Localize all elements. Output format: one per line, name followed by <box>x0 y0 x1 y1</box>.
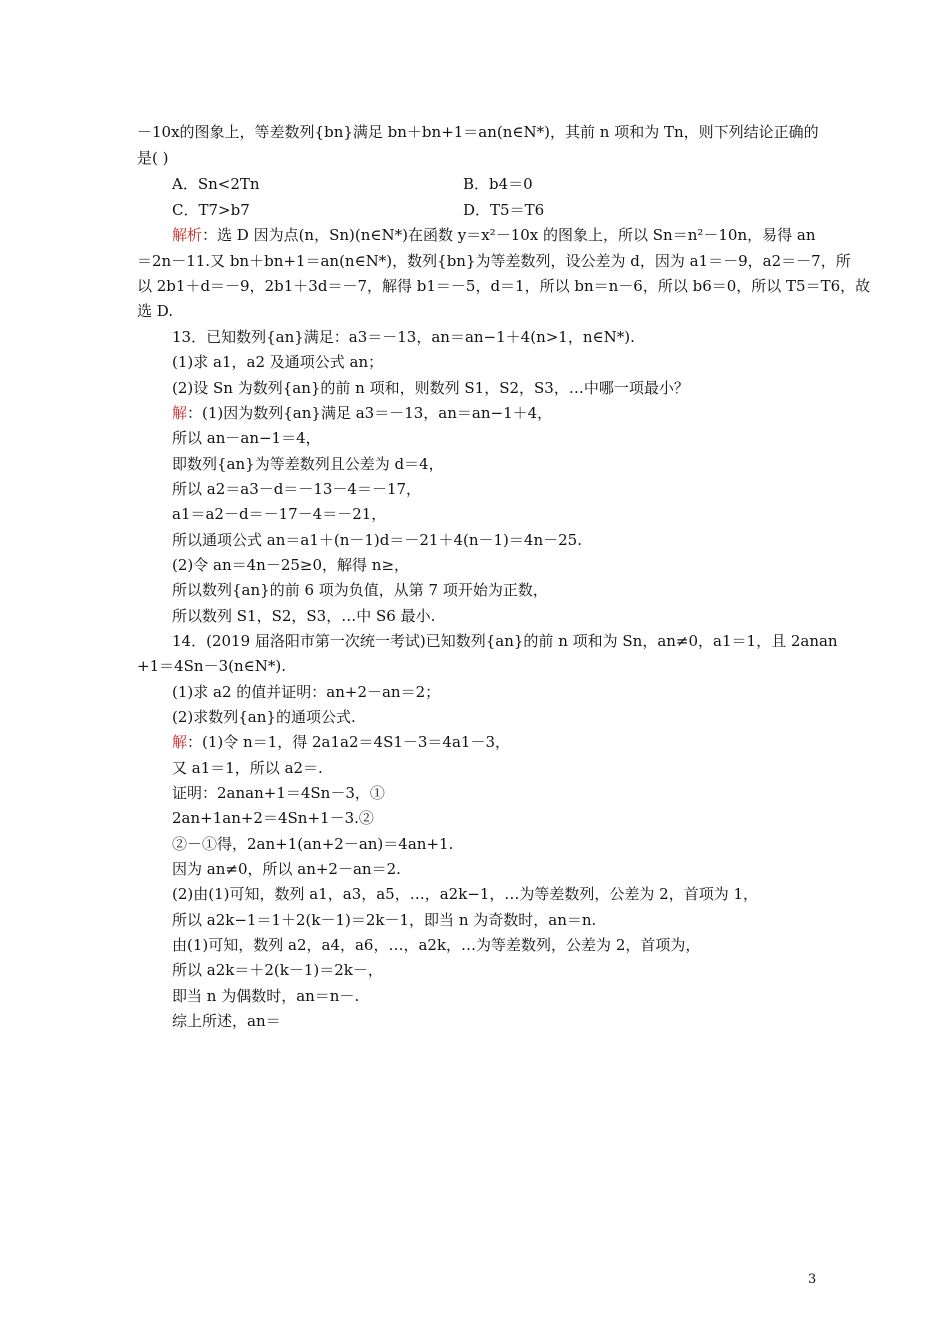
text-line: a1＝a2－d＝－17－4＝－21， <box>172 505 387 523</box>
text-line: (1)求 a1，a2 及通项公式 an； <box>172 353 384 371</box>
text-line: (2)令 an＝4n－25≥0，解得 n≥， <box>172 556 410 574</box>
text-line: 因为 an≠0，所以 an+2－an＝2. <box>172 860 401 878</box>
text-line: (2)由(1)可知，数列 a1，a3，a5，…，a2k−1，…为等差数列，公差为 2，首项为 1， <box>172 885 759 903</box>
text-line: (2)设 Sn 为数列{an}的前 n 项和，则数列 S1，S2，S3，…中哪一项最小？ <box>172 379 689 397</box>
text-line: 由(1)可知，数列 a2，a4，a6，…，a2k，…为等差数列，公差为 2，首项为， <box>172 936 701 954</box>
solution-line: 解：(1)令 n＝1，得 2a1a2＝4S1－3＝4a1－3， <box>172 733 511 751</box>
text-line: (1)求 a2 的值并证明：an+2－an＝2； <box>172 683 441 701</box>
text-line: －10x的图象上，等差数列{bn}满足 bn＋bn+1＝an(n∈N*)，其前 n 项和为 Tn，则下列结论正确的 <box>137 123 819 141</box>
text-line: +1＝4Sn－3(n∈N*). <box>137 657 286 675</box>
analysis-line: 解析：选 D 因为点(n，Sn)(n∈N*)在函数 y＝x²－10x 的图象上，所以 Sn＝n²－10n，易得 an <box>172 226 816 244</box>
text-line: ②－①得，2an+1(an+2－an)＝4an+1. <box>172 835 454 853</box>
solution-label: 解 <box>172 404 188 422</box>
text-line: 所以通项公式 an＝a1＋(n－1)d＝－21＋4(n－1)＝4n－25. <box>172 531 582 549</box>
text-line: 是( ) <box>137 149 169 167</box>
text-line: ＝2n－11.又 bn＋bn+1＝an(n∈N*)，数列{bn}为等差数列，设公差为 d，因为 a1＝－9，a2＝－7，所 <box>137 252 851 270</box>
text-line: 证明：2anan+1＝4Sn－3，① <box>172 784 385 802</box>
text-line: 即数列{an}为等差数列且公差为 d＝4， <box>172 455 444 473</box>
text-line: 又 a1＝1，所以 a2＝. <box>172 759 323 777</box>
option-b: B．b4＝0 <box>463 175 533 193</box>
option-a: A．Sn<2Tn <box>172 175 260 193</box>
option-d: D．T5＝T6 <box>463 201 545 219</box>
text-line: 所以 an－an−1＝4， <box>172 429 321 447</box>
question-13: 13．已知数列{an}满足：a3＝－13，an＝an−1＋4(n>1，n∈N*). <box>172 328 635 346</box>
text-line: 所以 a2k＝＋2(k－1)＝2k－， <box>172 961 383 979</box>
text-line: 即当 n 为偶数时，an＝n－. <box>172 987 360 1005</box>
analysis-label: 解析 <box>172 226 203 244</box>
text-line: 所以 a2＝a3－d＝－13－4＝－17， <box>172 480 422 498</box>
text-line: 以 2b1＋d＝－9，2b1＋3d＝－7，解得 b1＝－5，d＝1，所以 bn＝n－6，所以 b6＝0，所以 T5＝T6，故 <box>137 277 871 295</box>
text-line: (2)求数列{an}的通项公式. <box>172 708 356 726</box>
text-line: 所以数列{an}的前 6 项为负值，从第 7 项开始为正数， <box>172 581 548 599</box>
solution-line: 解：(1)因为数列{an}满足 a3＝－13，an＝an−1＋4， <box>172 404 553 422</box>
text-line: 所以数列 S1，S2，S3，…中 S6 最小. <box>172 607 436 625</box>
solution-label: 解 <box>172 733 188 751</box>
page-number: 3 <box>808 1272 817 1287</box>
option-c: C．T7>b7 <box>172 201 250 219</box>
question-14: 14．(2019 届洛阳市第一次统一考试)已知数列{an}的前 n 项和为 Sn，an≠0，a1＝1，且 2anan <box>172 632 838 650</box>
text-line: 综上所述，an＝ <box>172 1012 281 1030</box>
text-line: 2an+1an+2＝4Sn+1－3.② <box>172 809 374 827</box>
text-line: 所以 a2k−1＝1＋2(k－1)＝2k－1，即当 n 为奇数时，an＝n. <box>172 911 597 929</box>
text-line: 选 D. <box>137 302 174 320</box>
